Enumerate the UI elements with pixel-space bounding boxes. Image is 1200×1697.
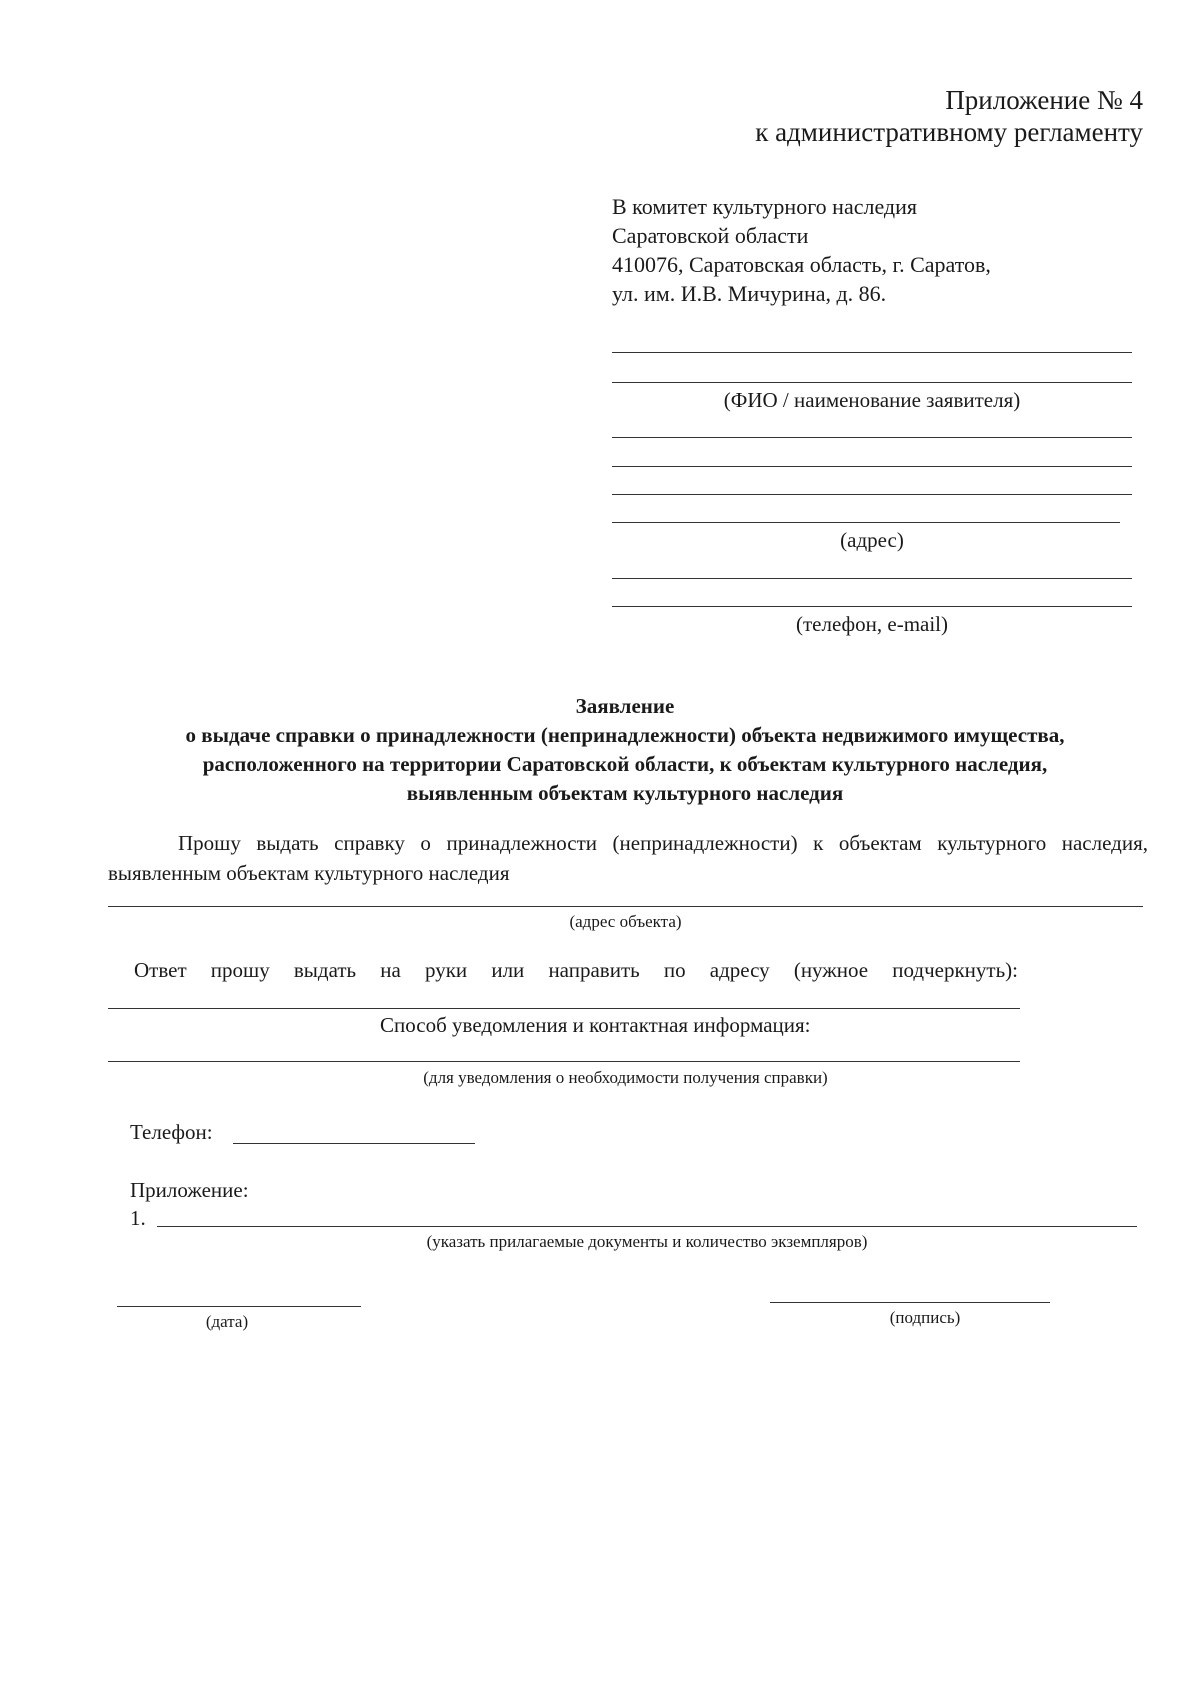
title-line-2: о выдаче справки о принадлежности (непринадлежности) объекта недвижимого имущества,: [185, 723, 1065, 747]
answer-delivery-line[interactable]: [108, 1008, 1020, 1009]
signature-line[interactable]: [770, 1302, 1050, 1303]
applicant-contact-line-2[interactable]: [612, 606, 1132, 607]
applicant-address-line-4[interactable]: [612, 522, 1120, 523]
date-line[interactable]: [117, 1306, 361, 1307]
annex-reference: к административному регламенту: [755, 117, 1143, 147]
applicant-address-line-1[interactable]: [612, 437, 1132, 438]
appendix-label: Приложение:: [130, 1178, 249, 1202]
addressee-line-3: 410076, Саратовская область, г. Саратов,: [612, 252, 991, 277]
appendix-item-number: 1.: [130, 1206, 146, 1230]
addressee-line-2: Саратовской области: [612, 223, 809, 248]
annex-header: [755, 84, 1143, 148]
document-title: [100, 692, 1150, 808]
addressee-line-4: ул. им. И.В. Мичурина, д. 86.: [612, 281, 887, 306]
applicant-contact-line-1[interactable]: [612, 578, 1132, 579]
applicant-name-caption: (ФИО / наименование заявителя): [723, 388, 1021, 412]
addressee-block: [612, 192, 991, 308]
title-line-1: Заявление: [575, 694, 675, 718]
request-paragraph: [108, 828, 1148, 888]
title-line-4: выявленным объектам культурного наследия: [406, 781, 844, 805]
date-caption: (дата): [205, 1312, 249, 1331]
answer-delivery-text: Ответ прошу выдать на руки или направить по адресу (нужное подчеркнуть):: [134, 958, 1018, 982]
phone-label: Телефон:: [130, 1120, 213, 1144]
applicant-name-line-2[interactable]: [612, 382, 1132, 383]
notification-line[interactable]: [108, 1061, 1020, 1062]
notification-method-text: Способ уведомления и контактная информация:: [380, 1013, 811, 1037]
appendix-block: [130, 1176, 249, 1232]
object-address-caption: (адрес объекта): [569, 912, 682, 931]
signature-caption: (подпись): [889, 1308, 961, 1327]
applicant-contact-caption: (телефон, e-mail): [795, 612, 949, 636]
notification-caption: (для уведомления о необходимости получения справки): [423, 1068, 828, 1087]
applicant-address-line-2[interactable]: [612, 466, 1132, 467]
title-line-3: расположенного на территории Саратовской области, к объектам культурного наследия,: [202, 752, 1048, 776]
appendix-item-line[interactable]: [157, 1226, 1137, 1227]
annex-number: Приложение № 4: [945, 85, 1143, 115]
applicant-name-line-1[interactable]: [612, 352, 1132, 353]
applicant-address-caption: (адрес): [840, 528, 904, 552]
addressee-line-1: В комитет культурного наследия: [612, 194, 918, 219]
phone-input-line[interactable]: [233, 1143, 475, 1144]
appendix-caption: (указать прилагаемые документы и количество экземпляров): [426, 1232, 868, 1251]
object-address-line[interactable]: [108, 906, 1143, 907]
applicant-address-line-3[interactable]: [612, 494, 1132, 495]
request-text: Прошу выдать справку о принадлежности (непринадлежности) к объектам культурного наследия, выявленным объектам культурного наследия: [108, 831, 1148, 885]
